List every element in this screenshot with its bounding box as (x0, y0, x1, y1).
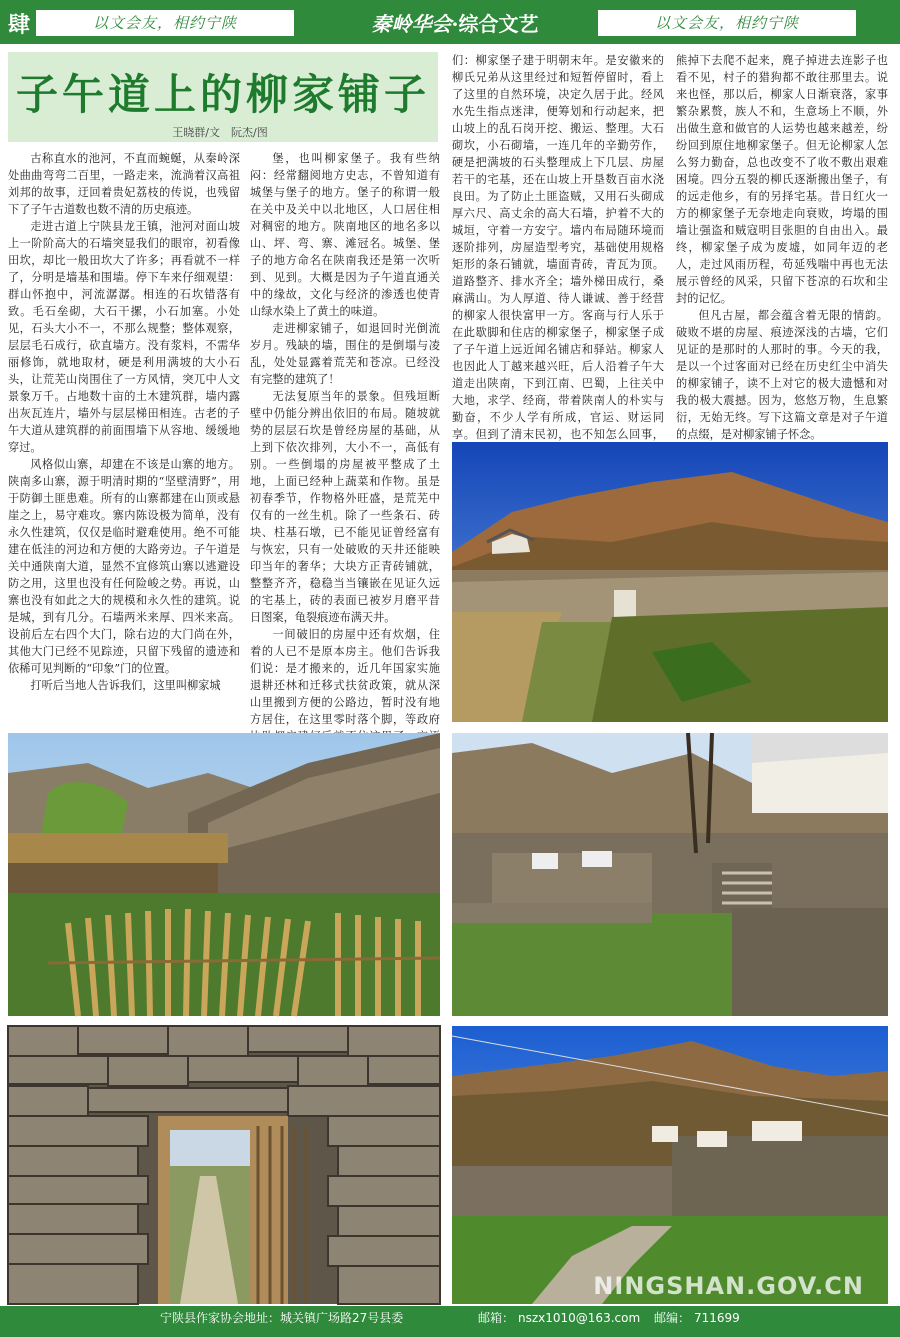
photo-village-path (452, 1026, 888, 1304)
footer-address: 宁陕县作家协会地址：城关镇广场路27号县委 (160, 1311, 404, 1325)
header-bar (0, 0, 900, 44)
photo-stone-doorway (8, 1026, 440, 1304)
paragraph: 无法复原当年的景象。但残垣断壁中仍能分辨出依旧的布局。随坡就势的层层石坎是曾经房屋的基础，从上到下依次排列，大小不一，高低有别。一些倒塌的房屋被平整成了土地，上面已经种上蔬菜和作物。虽是初春季节，作物格外旺盛，是荒芜中仅有的一丝生机。除了一些条石、砖块、柱基石墩，已不能见证曾经富有与恢宏，只有一处破败的天井还能映印当年的奢华；大块方正青砖铺就，整整齐齐，稳稳当当镶嵌在见证久远的宅基上，砖的表面已被岁月磨平昔日图案，龟裂痕迹布满天井。 (250, 390, 440, 624)
masthead-separator: · (451, 12, 459, 36)
masthead (340, 8, 570, 37)
article-title: 子午道上的柳家铺子 (15, 70, 430, 119)
text-column-2 (250, 150, 440, 726)
text-column-1 (8, 150, 240, 720)
footer-email[interactable]: nszx1010@163.com (518, 1311, 641, 1325)
photo-mountain-house (452, 442, 888, 722)
paragraph: 们：柳家堡子建于明朝末年。是安徽来的柳氏兄弟从这里经过和短暂停留时，看上了这里的自然环境，决定久居于此。经风水先生指点迷津，便筹划和行动起来，把山坡上的乱石岗开挖、搬运、整理。大石砌坎，小石砌墙，一连几年的辛勤劳作，硬是把满坡的石头整理成上下几层、房屋若干的宅基，还在山坡上开垦数百亩水浇良田。为了防止土匪盗贼，又用石头砌成厚六尺、高丈余的高大石墙，护着不大的城垣，守着一方安宁。墙内布局随环境而逐阶排列，房屋造型考究，基础使用规格矩形的条石铺就，墙面青砖，青瓦为顶。道路整齐、排水齐全；墙外梯田成行，桑麻满山。为人厚道、待人谦诚、善于经营的柳家人很快富甲一方。客商与行人乐于在此歇脚和住店的柳家堡子，柳家堡子成了子午道上远近闻名铺店和驿站。柳家人也因此人丁越来越兴旺，后人沿着子午大道走出陕南，下到江南、巴蜀，上往关中大地，求学、经商，带着陕南人的朴实与勤奋，不少人学有所成，官运、财运同享。但到了清末民初，也不知怎么回事， (452, 54, 664, 441)
text-column-4 (676, 52, 888, 441)
paragraph: 打听后当地人告诉我们，这里叫柳家城 (30, 679, 221, 692)
paragraph: 但凡古屋，都会蕴含着无限的情韵。破败不堪的房屋、痕迹深浅的古墙，它们见证的是那时的人那时的事。今天的我，是以一个过客面对已经在历史红尘中消失的柳家铺子，读不上对它的极大遗憾和对我的极大震撼。因为，悠悠万物，生息繁衍，无始无终。写下这篇文章是对子午道的点缀，是对柳家铺子怀念。 (676, 309, 888, 441)
paragraph: 堡，也叫柳家堡子。我有些纳闷：经常翻阅地方史志，不曾知道有城堡与堡子的地方。堡子的称谓一般在关中及关中以北地区，人口居住相对稠密的地方。陕南地区的地名多以山、坪、弯、寨、滩冠名。城堡、堡子的地方命名在陕南我还是第一次听到、见到。大概是因为子午道直通关中的缘故，文化与经济的渗透也使青山绿水染上了黄土的味道。 (250, 152, 440, 318)
masthead-section: 综合文艺 (458, 12, 539, 36)
footer-bar (0, 1306, 900, 1337)
footer-postcode-label: 邮编： (654, 1311, 691, 1325)
page-number: 肆 (8, 12, 31, 38)
header-slogan-right: 以文会友，相约宁陕 (598, 10, 856, 36)
article-byline: 王晓群/文 阮杰/图 (172, 126, 268, 139)
masthead-brand: 秦岭华会 (371, 12, 452, 36)
paragraph: 走进柳家铺子，如退回时光倒流岁月。残缺的墙，围住的是倒塌与凌乱，处处显露着荒芜和苍凉。已经没有完整的建筑了！ (250, 322, 440, 386)
paragraph: 风格似山寨，却建在不该是山寨的地方。陕南多山寨，源于明清时期的“坚壁清野”，用于防御土匪患难。所有的山寨都建在山顶或悬崖之上，易守难攻。寨内陈设极为简单，没有永久性建筑，仅仅是临时避难使用。绝不可能建在低洼的河边和方便的大路旁边。子午道是关中通陕南大道，显然不宜修筑山寨以逃避设防之用，这里也没有任何险峻之势。再说，山寨也没有如此之大的规模和永久性的建筑。说是城，到有几分。石墙两米来厚、四米来高。设前后左右四个大门，除右边的大门尚在外，其他大门已经不见踪迹，只留下残留的遗迹和依稀可见判断的“印象”门的位置。 (8, 458, 240, 675)
photo-bamboo-fence (8, 733, 440, 1016)
paragraph: 一间破旧的房屋中还有炊烟，住着的人已不是原本房主。他们告诉我们说：是才搬来的，近几年国家实施退耕还林和迁移式扶贫政策，就从深山里搬到方便的公路边，暂时没有地方居住，在这里零时落个脚，等政府 (250, 628, 440, 726)
watermark: NINGSHAN.GOV.CN (593, 1272, 864, 1300)
header-slogan-left: 以文会友，相约宁陕 (36, 10, 294, 36)
footer-postcode: 711699 (694, 1311, 740, 1325)
photo-stone-terraces (452, 733, 888, 1016)
paragraph: 熊掉下去爬不起来，麂子掉进去连影子也看不见，村子的猎狗都不敢往那里去。说来也怪，那以后，柳家人日渐衰落，家事繁杂累赘，族人不和，生意场上不顺，外出做生意和做官的人运势也越来越差，纷纷回到原住地柳家堡子。但无论柳家人怎么努力勤奋，总也改变不了收不敷出艰难困境。四分五裂的柳氏逐渐搬出堡子，有的远走他乡，有的另择宅基。昔日红火一方的柳家堡子无奈地走向衰败，垮塌的围墙让强盗和贼寇明目张胆的自由出入。最终，柳家堡子成为废墟，如同年迈的老人，走过风雨历程，苟延残喘中再也无法展示曾经的风采，只留下苍凉的石坎和尘封的记忆。 (676, 54, 888, 305)
paragraph: 走进古道上宁陕县龙王镇，池河对面山坡上一阶阶高大的石墙突显我们的眼帘，初看像田坎，却比一般田坎大了许多；再看就不一样了，分明是墙基和围墙。停下车来仔细观望：群山怀抱中，河流潺潺。相连的石坎错落有致。毛石垒砌，大石干摞，小石加塞。小处见，石头大小不一，不那么规整；整体观察，层层毛石成行，砍直墙方。没有浆料，不需华丽修饰，就地取材，硬是利用满坡的大小石头，让荒芜山岗围住了一方风情，突兀中人文景象万千。占地数十亩的土木建筑群，墙内露出灰瓦连片，墙外与层层梯田相连。古老的子午大道从建筑群的前面围墙下从容地、缓缓地穿过。 (8, 220, 240, 454)
footer-email-label: 邮箱： (478, 1311, 515, 1325)
paragraph: 古称直水的池河，不直而蜿蜒，从秦岭深处曲曲弯弯二百里，一路走来，流淌着汉高祖刘邦的故事，迂回着贵妃荔枝的传说，也残留下了子午古道数也数不清的历史痕迹。 (8, 152, 240, 216)
text-column-3 (452, 52, 664, 441)
